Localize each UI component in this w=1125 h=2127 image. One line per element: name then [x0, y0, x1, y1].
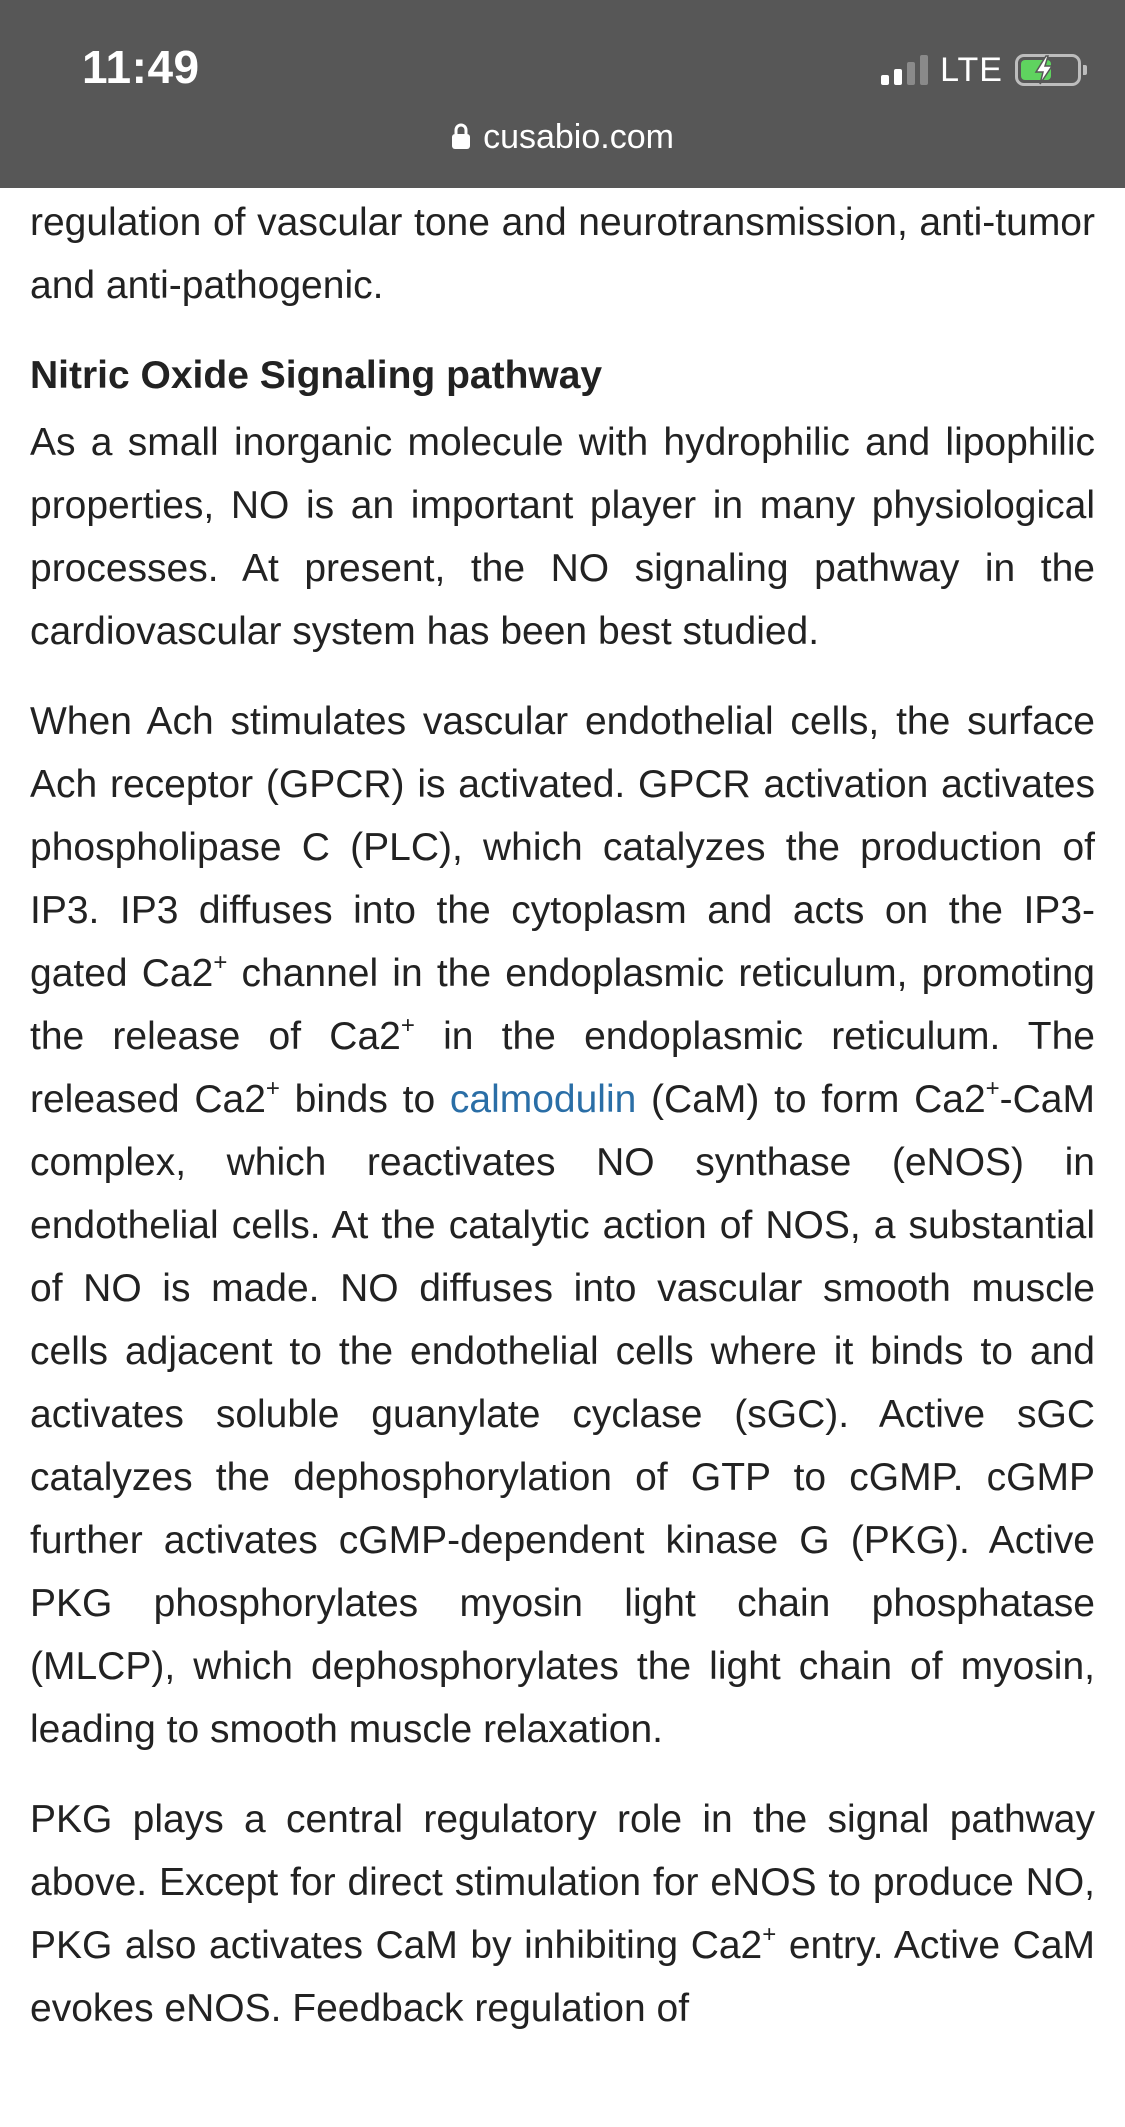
network-type: LTE	[940, 50, 1003, 89]
paragraph-2: When Ach stimulates vascular endothelial cells, the surface Ach receptor (GPCR) is activated. GPCR activation activates phospholipase C (PLC), which catalyzes the production of IP3. IP3 diffuses into the cytoplasm and acts on the IP3-gated Ca2+ channel in the endoplasmic reticulum, promoting the release of Ca2+ in the endoplasmic reticulum. The released Ca2+ binds to calmodulin (CaM) to form Ca2+-CaM complex, which reactivates NO synthase (eNOS) in endothelial cells. At the catalytic action of NOS, a substantial of NO is made. NO diffuses into vascular smooth muscle cells adjacent to the endothelial cells where it binds to and activates soluble guanylate cyclase (sGC). Active sGC catalyzes the dephosphorylation of GTP to cGMP. cGMP further activates cGMP-dependent kinase G (PKG). Active PKG phosphorylates myosin light chain phosphatase (MLCP), which dephosphorylates the light chain of myosin, leading to smooth muscle relaxation.	[30, 700, 1096, 1751]
status-bar	[0, 0, 1125, 188]
url-text: cusabio.com	[483, 118, 674, 156]
intro-paragraph-tail: regulation of vascular tone and neurotransmission, anti-tumor and anti-pathogenic.	[30, 201, 1095, 307]
paragraph-1: As a small inorganic molecule with hydrophilic and lipophilic properties, NO is an important player in many physiological processes. At present, the NO signaling pathway in the cardiovascular system has been best studied.	[30, 421, 1095, 653]
clock: 11:49	[82, 41, 200, 93]
calmodulin-link[interactable]: calmodulin	[449, 1078, 637, 1121]
paragraph-3: PKG plays a central regulatory role in the signal pathway above. Except for direct stimulation for eNOS to produce NO, PKG also activates CaM by inhibiting Ca2+ entry. Active CaM evokes eNOS. Feedback regulation of	[30, 1798, 1096, 2030]
battery-charging-icon	[1015, 54, 1081, 86]
address-bar[interactable]	[0, 118, 1125, 159]
signal-strength-icon	[881, 55, 928, 85]
article-content	[30, 188, 1095, 2040]
lock-icon	[451, 120, 471, 159]
section-heading: Nitric Oxide Signaling pathway	[30, 354, 603, 397]
status-icons	[881, 50, 1081, 90]
